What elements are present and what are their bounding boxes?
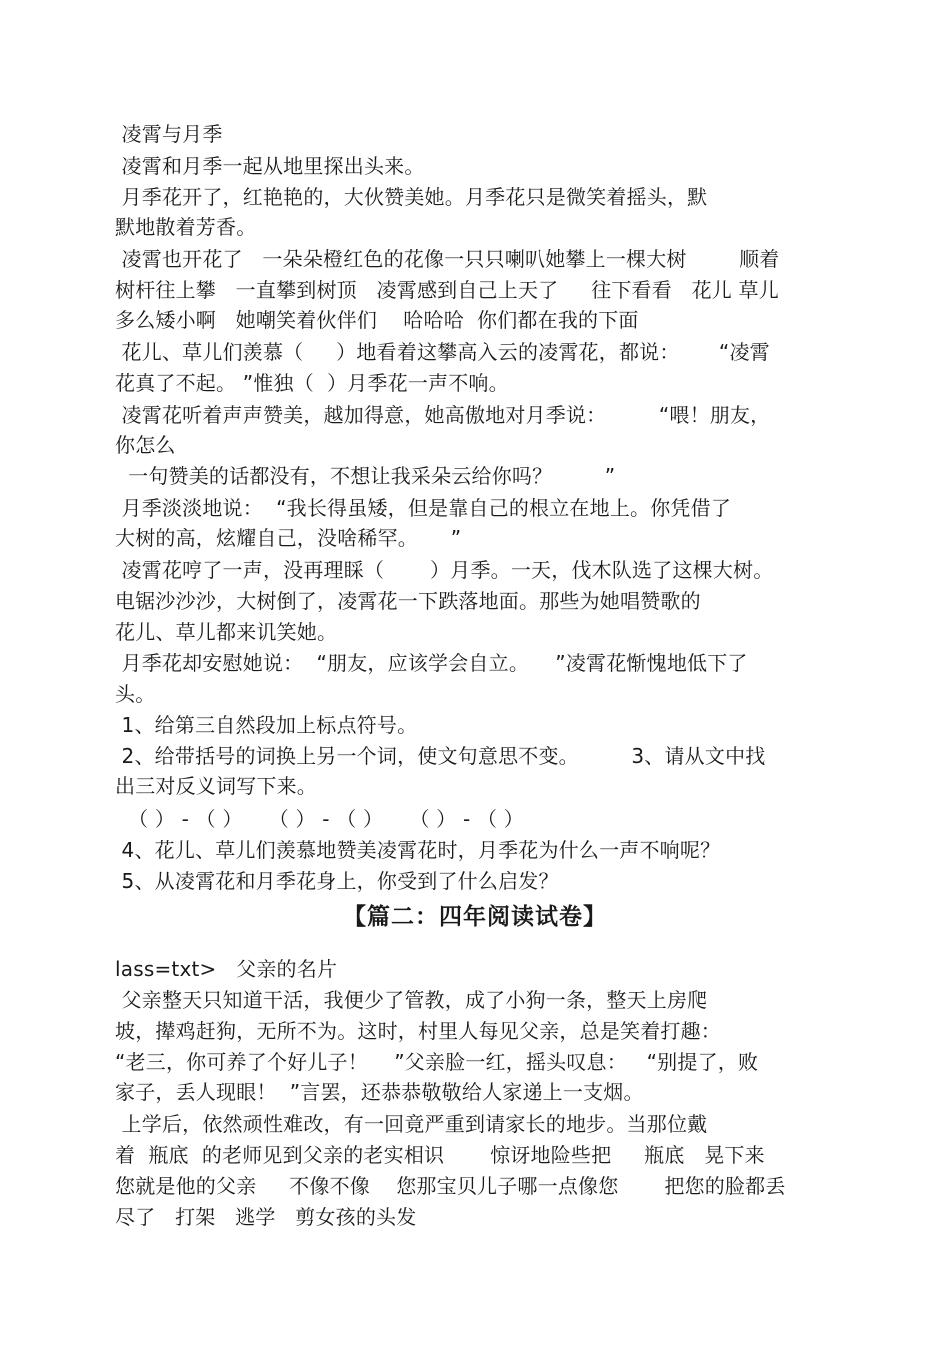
paragraph-line: 月季花却安慰她说： “朋友，应该学会自立。 ”凌霄花惭愧地低下了 [115, 651, 748, 675]
paragraph-line: 电锯沙沙沙，大树倒了，凌霄花一下跌落地面。那些为她唱赞歌的 [115, 589, 701, 613]
paragraph-line: 凌霄也开花了 一朵朵橙红色的花像一只只喇叭她攀上一棵大树 顺着 [115, 247, 780, 271]
paragraph-line: 花儿、草儿都来讥笑她。 [115, 620, 338, 644]
story-title: 凌霄与月季 [115, 122, 223, 146]
paragraph-line: 花儿、草儿们羡慕（ ）地看着这攀高入云的凌霄花，都说： “凌霄 [115, 340, 770, 364]
story-title: lass=txt> 父亲的名片 [115, 957, 338, 981]
paragraph-line: 尽了 打架 逃学 剪女孩的头发 [115, 1205, 417, 1229]
paragraph-line: 多么矮小啊 她嘲笑着伙伴们 哈哈哈 你们都在我的下面 [115, 308, 639, 332]
paragraph-line: “老三，你可养了个好儿子！ ”父亲脸一红，摇头叹息： “别提了，败 [115, 1050, 759, 1074]
paragraph-line: 头。 [115, 682, 156, 706]
question-line: 出三对反义词写下来。 [115, 774, 317, 798]
paragraph-line: 您就是他的父亲 不像不像 您那宝贝儿子哪一点像您 把您的脸都丢 [115, 1174, 786, 1198]
paragraph-line: 坡，撵鸡赶狗，无所不为。这时，村里人每见父亲，总是笑着打趣： [115, 1019, 721, 1043]
paragraph-line: 凌霄花听着声声赞美，越加得意，她高傲地对月季说： “喂！朋友， [115, 403, 771, 427]
answer-blanks: （ ） - （ ） （ ） - （ ） （ ） - （ ） [115, 807, 524, 831]
paragraph-line: 着 瓶底 的老师见到父亲的老实相识 惊讶地险些把 瓶底 晃下来 [115, 1143, 765, 1167]
paragraph-line: 花真了不起。 ”惟独（ ）月季花一声不响。 [115, 371, 509, 395]
paragraph-line: 父亲整天只知道干活，我便少了管教，成了小狗一条，整天上房爬 [115, 988, 708, 1012]
paragraph-line: 家子，丢人现眼！ ”言罢，还恭恭敬敬给人家递上一支烟。 [115, 1080, 644, 1104]
question-line: 2、给带括号的词换上另一个词，使文句意思不变。 3、请从文中找 [115, 744, 766, 768]
question-line: 4、花儿、草儿们羡慕地赞美凌霄花时，月季花为什么一声不响呢？ [115, 838, 721, 862]
paragraph-line: 默地散着芳香。 [115, 215, 257, 239]
section-heading: 【篇二：四年阅读试卷】 [343, 904, 607, 930]
paragraph-line: 凌霄花哼了一声，没再理睬（ ）月季。一天，伐木队选了这棵大树。 [115, 558, 774, 582]
question-line: 5、从凌霄花和月季花身上，你受到了什么启发？ [115, 869, 559, 893]
paragraph-line: 你怎么 [115, 433, 176, 457]
paragraph-line: 凌霄和月季一起从地里探出头来。 [115, 154, 425, 178]
paragraph-line: 月季淡淡地说： “我长得虽矮，但是靠自己的根立在地上。你凭借了 [115, 496, 732, 520]
paragraph-line: 一句赞美的话都没有，不想让我采朵云给你吗？ ” [115, 464, 616, 488]
paragraph-line: 大树的高，炫耀自己，没啥稀罕。 ” [115, 526, 462, 550]
question-line: 1、给第三自然段加上标点符号。 [115, 713, 418, 737]
paragraph-line: 树杆往上攀 一直攀到树顶 凌霄感到自己上天了 往下看看 花儿 草儿 [115, 278, 779, 302]
paragraph-line: 上学后，依然顽性难改，有一回竟严重到请家长的地步。当那位戴 [115, 1112, 708, 1136]
paragraph-line: 月季花开了，红艳艳的，大伙赞美她。月季花只是微笑着摇头，默 [115, 185, 708, 209]
